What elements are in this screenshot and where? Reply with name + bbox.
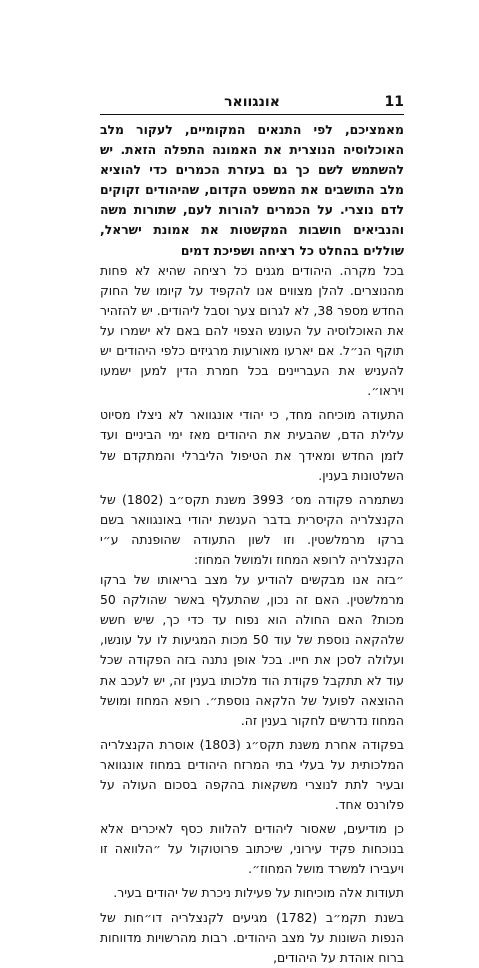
paragraph-9: בשנת תקמ״ב (1782) מגיעים לקנצלריה דו״חות של הנפות השונות על מצב היהודים. רבות מהרשויות מדווחות ברוח אוהדת על היהודים,	[100, 909, 404, 965]
paragraph-8: תעודות אלה מוכיחות על פעילות ניכרת של יהודים בעיר.	[113, 885, 404, 901]
paragraph-4: נשתמרה פקודה מס׳ 3993 משנת תקס״ב (1802) של הקנצלריה הקיסרית בדבר הענשת יהודי באונגוואר בשם ברקו מרמלשטין. וזו לשון התעודה שהופנתה ע״י הקנצלריה לרופא המחוז ולמושל המחוז:	[100, 491, 405, 567]
paragraph-2: בכל מקרה. היהודים מגנים כל רציחה שהיא לא פחות מהנוצרים. להלן מצווים אנו להקפיד על קיומו של החוק החדש מספר 38, לא לגרום צער וסבל ליהודים. יש להזהיר את האוכלוסיה על העונש הצפוי להם באם לא ישמרו על תוקף הנ״ל. אם יארעו מאורעות מרגיזים כלפי היהודים יש להעניש את העבריינים בכל חמרת הדין למען ישמעו ויראו״.	[100, 262, 404, 399]
running-title: אונגוואר	[224, 94, 280, 110]
paragraph-1: מאמציכם, לפי התנאים המקומיים, לעקור מלב האוכלוסיה הנוצרית את האמונה התפלה הזאת. יש להשתמש לשם כך גם בעזרת הכמרים כדי להוציא מלב התושבים את המשפט הקדום, שהיהודים זקוקים לדם נוצרי. על הכמרים להורות לעם, שתורות משה והנביאים חושבות המקשטות את אמונת ישראל, שוללים בהחלט כל רציחה ושפיכת דמים	[100, 122, 404, 258]
paragraph-7: כן מודיעים, שאסור ליהודים להלוות כסף לאיכרים אלא בנוכחות פקיד עירוני, שיכתוב פרוטוקול על ״הלוואה זו ויעבירו למשרד מושל המחוז״.	[100, 821, 404, 877]
paragraph-5-quote: ״בזה אנו מבקשים להודיע על מצב בריאותו של ברקו מרמלשטין. האם זה נכון, שהתעלף באשר שהולקה 50 מכות? האם החולה הוא נפוח עד כדי כך, שיש חשש שלהקאה נוספת של עוד 50 מכות המגיעות לו על עונשו, ועלולה לסכן את חייו. בכל אופן נתנה בזה הפקודה שכל עוד לא תתקבל פקודת הוד מלכותו בענין זה, יש לעכב את ההוצאה לפועל של הלקאה נוספת״. רופא המחוז ומושל המחוז נדרשים לחקור בענין זה.	[100, 572, 404, 728]
page-number: 11	[384, 94, 404, 110]
page-body	[100, 120, 404, 968]
running-header	[100, 92, 404, 115]
paragraph-3: התעודה מוכיחה מחד, כי יהודי אונגוואר לא ניצלו מסיוט עלילת הדם, שהבעית את היהודים מאז ימי הביניים ועד לזמן החדש ומאידך את הטיפול הליברלי והמתקדם של השלטונות בענין.	[100, 407, 404, 483]
paragraph-6: בפקודה אחרת משנת תקס״ג (1803) אוסרת הקנצלריה המלכותית על בעלי בתי המרזח היהודים במחוז אונגוואר ובעיר לתת לנוצרי משקאות בהקפה בסכום העולה על פלורנס אחד.	[100, 736, 404, 813]
